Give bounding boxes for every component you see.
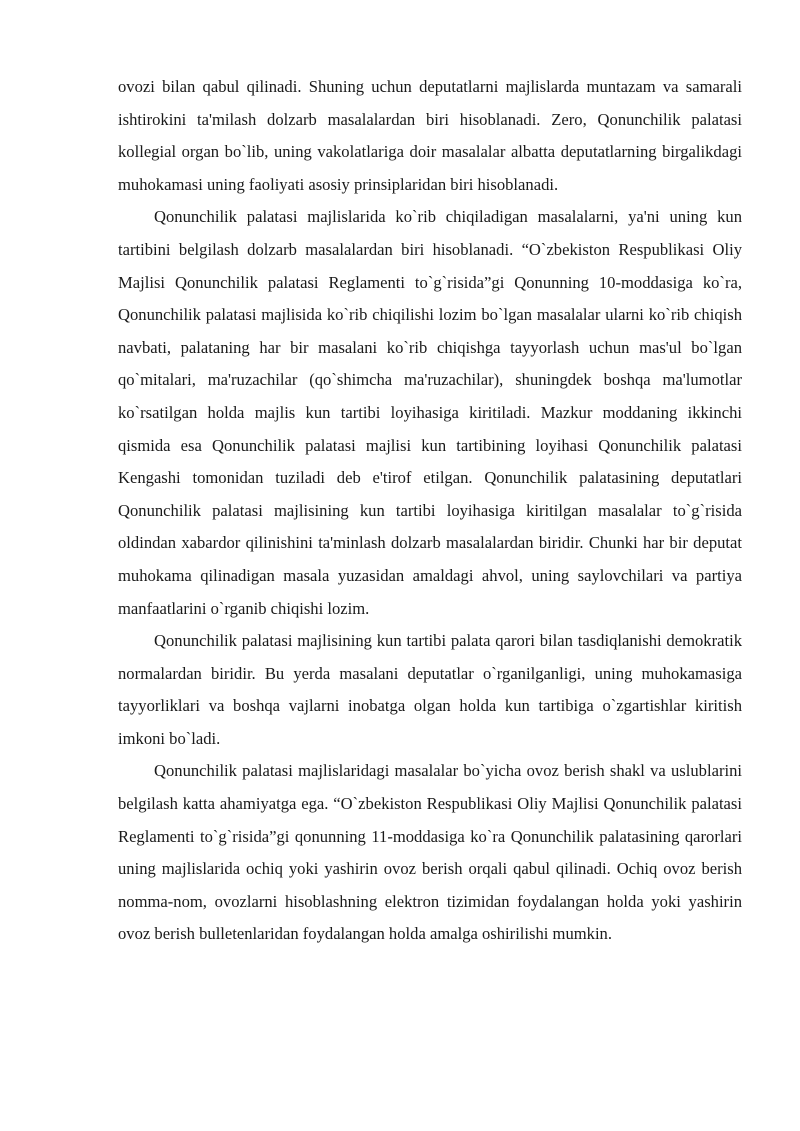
paragraph-agenda-approval: Qonunchilik palatasi majlisining kun tartibi palata qarori bilan tasdiqlanishi demokratik normalardan biridir. Bu yerda masalani deputatlar o`rganilganligi, uning muhokamasiga tayyorliklari va boshqa vajlarni inobatga olgan holda kun tartibiga o`zgartishlar kiritish imkoni bo`ladi. [118, 631, 742, 748]
paragraph-continuation: ovozi bilan qabul qilinadi. Shuning uchun deputatlarni majlislarda muntazam va samarali ishtirokini ta'milash dolzarb masalalardan biri hisoblanadi. Zero, Qonunchilik palatasi kollegial organ bo`lib, uning vakolatlariga doir masalalar albatta deputatlarning birgalikdagi muhokamasi uning faoliyati asosiy prinsiplaridan biri hisoblanadi. [118, 77, 742, 194]
paragraph-agenda: Qonunchilik palatasi majlislarida ko`rib chiqiladigan masalalarni, ya'ni uning kun tartibini belgilash dolzarb masalalardan biri hisoblanadi. “O`zbekiston Respublikasi Oliy Majlisi Qonunchilik palatasi Reglamenti to`g`risida”gi Qonunning 10-moddasiga ko`ra, Qonunchilik palatasi majlisida ko`rib chiqilishi lozim bo`lgan masalalar ularni ko`rib chiqish navbati, palataning har bir masalani ko`rib chiqishga tayyorlash uchun mas'ul bo`lgan qo`mitalari, ma'ruzachilar (qo`shimcha ma'ruzachilar), shuningdek boshqa ma'lumotlar ko`rsatilgan holda majlis kun tartibi loyihasiga kiritiladi. Mazkur moddaning ikkinchi qismida esa Qonunchilik palatasi majlisi kun tartibining loyihasi Qonunchilik palatasi Kengashi tomonidan tuziladi deb e'tirof etilgan. Qonunchilik palatasining deputatlari Qonunchilik palatasi majlisining kun tartibi loyihasiga kiritilgan masalalar to`g`risida oldindan xabardor qilinishini ta'minlash dolzarb masalalardan biridir. Chunki har bir deputat muhokama qilinadigan masala yuzasidan amaldagi ahvol, uning saylovchilari va partiya manfaatlarini o`rganib chiqishi lozim. [118, 207, 742, 618]
document-page [118, 71, 742, 951]
paragraph-voting: Qonunchilik palatasi majlislaridagi masalalar bo`yicha ovoz berish shakl va uslublarini belgilash katta ahamiyatga ega. “O`zbekiston Respublikasi Oliy Majlisi Qonunchilik palatasi Reglamenti to`g`risida”gi qonunning 11-moddasiga ko`ra Qonunchilik palatasining qarorlari uning majlislarida ochiq yoki yashirin ovoz berish orqali qabul qilinadi. Ochiq ovoz berish nomma-nom, ovozlarni hisoblashning elektron tizimidan foydalangan holda yoki yashirin ovoz berish bulletenlaridan foydalangan holda amalga oshirilishi mumkin. [118, 761, 742, 944]
